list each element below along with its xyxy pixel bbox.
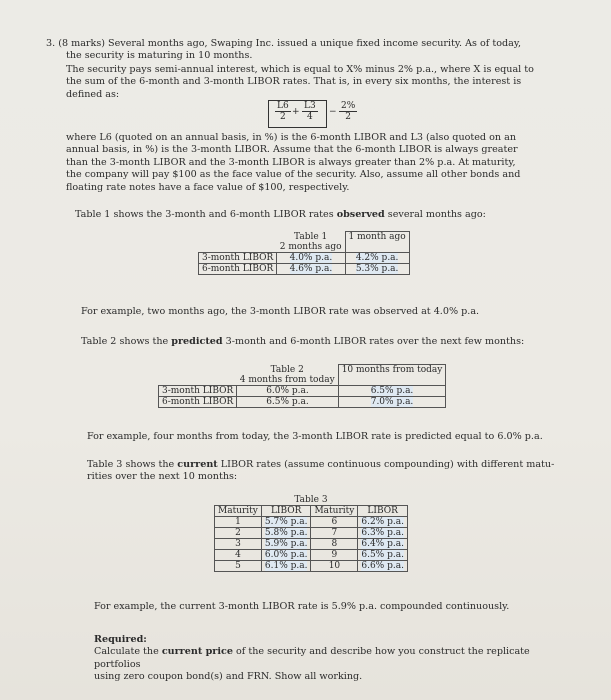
question-paragraph-3	[66, 132, 566, 194]
table2-intro	[81, 336, 561, 348]
table-row	[159, 385, 446, 396]
table-cell: 5	[215, 561, 262, 572]
formula-l6-fraction	[275, 101, 291, 122]
text-span: using zero coupon bond(s) and FRN. Show all working.	[94, 671, 363, 683]
text-span: several months ago:	[384, 209, 486, 220]
table-cell: 6	[311, 517, 358, 528]
table-cell: 6.2% p.a.	[361, 517, 404, 527]
formula-rate-fraction	[339, 101, 357, 122]
table-3	[214, 495, 408, 572]
question-paragraph-2	[66, 64, 566, 101]
example-2: For example, four months from today, the 3-month LIBOR rate is predicted equal to 6.0% p.a.	[87, 431, 543, 442]
bold-text: observed	[336, 209, 385, 220]
table-cell: 6.6% p.a.	[361, 561, 404, 571]
column-header: Maturity	[311, 506, 358, 517]
table-row	[159, 396, 446, 407]
table-cell: 5.9% p.a.	[264, 539, 308, 549]
text-line: The security pays semi-annual interest, which is equal to X% minus 2% p.a., where X is equal to	[66, 64, 534, 75]
table-row	[199, 252, 410, 263]
table-cell: 10	[311, 561, 358, 572]
formula-l3-fraction	[302, 101, 318, 122]
table-cell: 6.3% p.a.	[361, 528, 404, 538]
example-1: For example, two months ago, the 3-month LIBOR rate was observed at 4.0% p.a.	[81, 306, 480, 317]
row-label: 6-month LIBOR	[159, 396, 237, 407]
table-cell: 6.4% p.a.	[361, 539, 404, 549]
table-cell: 4	[215, 550, 262, 561]
text-span: Table 2 shows the	[81, 336, 172, 347]
table-cell: 7	[311, 528, 358, 539]
text-span: LIBOR rates (assume continuous compounding) with different matu-	[217, 459, 555, 470]
text-line: where L6 (quoted on an annual basis, in %) is the 6-month LIBOR and L3 (also quoted on an	[66, 132, 517, 143]
table-cell: 9	[311, 550, 358, 561]
text-span: rities over the next 10 months:	[87, 471, 238, 483]
table-caption	[277, 232, 345, 253]
table-row	[215, 539, 408, 550]
table-caption	[237, 365, 338, 386]
fraction-denominator: 2	[279, 112, 286, 122]
table-cell: 7.0% p.a.	[370, 396, 414, 407]
table-cell: 5.7% p.a.	[264, 517, 308, 527]
table-cell: 5.8% p.a.	[264, 528, 308, 538]
table-cell: 1	[215, 517, 262, 528]
caption-text: Table 1	[294, 231, 328, 242]
row-label: 3-month LIBOR	[199, 252, 277, 263]
text-line: floating rate notes have a face value of $100, respectively.	[66, 181, 350, 193]
table3-intro	[87, 459, 567, 484]
table-cell: 2	[215, 528, 262, 539]
bold-text: current	[177, 459, 218, 470]
bold-text: current price	[161, 646, 233, 658]
minus-sign: −	[329, 107, 337, 117]
row-label: 3-month LIBOR	[159, 385, 237, 396]
table-row	[199, 263, 410, 274]
text-span: Table 3 shows the	[87, 459, 178, 470]
table-row	[215, 550, 408, 561]
table-1	[198, 231, 410, 275]
table-caption: Table 3	[294, 495, 328, 505]
text-span: 3-month and 6-month LIBOR rates over the next few months:	[222, 336, 525, 347]
column-header: 10 months from today	[338, 365, 446, 386]
table-cell: 6.5% p.a.	[370, 385, 414, 396]
table-cell: 6.0% p.a.	[264, 550, 308, 560]
table1-intro	[75, 209, 565, 221]
column-header: 1 month ago	[345, 232, 409, 253]
table-2	[158, 364, 446, 408]
text-line: the sum of the 6-month and 3-month LIBOR rates. That is, in every six months, the interest is	[66, 76, 522, 88]
table-cell: 8	[311, 539, 358, 550]
table-cell: 6.5% p.a.	[361, 550, 404, 560]
table-row	[215, 561, 408, 572]
question-text-line: the security is maturing in 10 months.	[66, 50, 253, 62]
text-span: Table 1 shows the 3-month and 6-month LIBOR rates	[75, 209, 337, 220]
text-span: of the security and describe how you construct the replicate portfolios	[94, 646, 530, 670]
table-cell: 4.6% p.a.	[289, 263, 333, 274]
text-line: defined as:	[66, 88, 120, 100]
example-3: For example, the current 3-month LIBOR rate is 5.9% p.a. compounded continuously.	[94, 601, 510, 612]
table-row	[215, 528, 408, 539]
fraction-denominator: 2	[345, 112, 351, 122]
table-cell: 5.3% p.a.	[355, 263, 399, 274]
fraction-numerator: L6	[277, 101, 289, 111]
column-header: 2 months ago	[279, 241, 342, 252]
row-label: 6-month LIBOR	[199, 263, 277, 274]
text-line: than the 3-month LIBOR and the 3-month LIBOR is always greater than 2% p.a. At maturity,	[66, 156, 516, 168]
table-cell: 3	[215, 539, 262, 550]
fraction-numerator: 2%	[341, 101, 356, 111]
column-header: 4 months from today	[239, 374, 335, 385]
question-paragraph-1	[46, 38, 566, 63]
caption-text: Table 2	[270, 364, 304, 375]
table-cell: 4.0% p.a.	[289, 252, 333, 263]
plus-sign: +	[292, 107, 300, 117]
column-header: Maturity	[215, 506, 262, 517]
fraction-denominator: 4	[306, 112, 313, 122]
table-row	[215, 517, 408, 528]
required-section	[94, 634, 574, 684]
bold-text: predicted	[171, 336, 223, 347]
table-cell: 4.2% p.a.	[355, 252, 399, 263]
text-line: the company will pay $100 as the face value of the security. Also, assume all other bonds and	[66, 169, 521, 181]
column-header: LIBOR	[261, 506, 311, 517]
column-header: LIBOR	[358, 506, 408, 517]
question-text-line: 3. (8 marks) Several months ago, Swaping Inc. issued a unique fixed income security. As of today,	[46, 38, 522, 49]
table-cell: 6.0% p.a.	[266, 385, 309, 396]
required-label: Required:	[94, 634, 147, 645]
fraction-numerator: L3	[304, 101, 316, 111]
table-cell: 6.5% p.a.	[266, 396, 309, 407]
text-line: annual basis, in %) is the 3-month LIBOR. Assume that the 6-month LIBOR is always greater	[66, 144, 518, 156]
text-span: Calculate the	[94, 646, 162, 658]
table-cell: 6.1% p.a.	[264, 561, 308, 571]
